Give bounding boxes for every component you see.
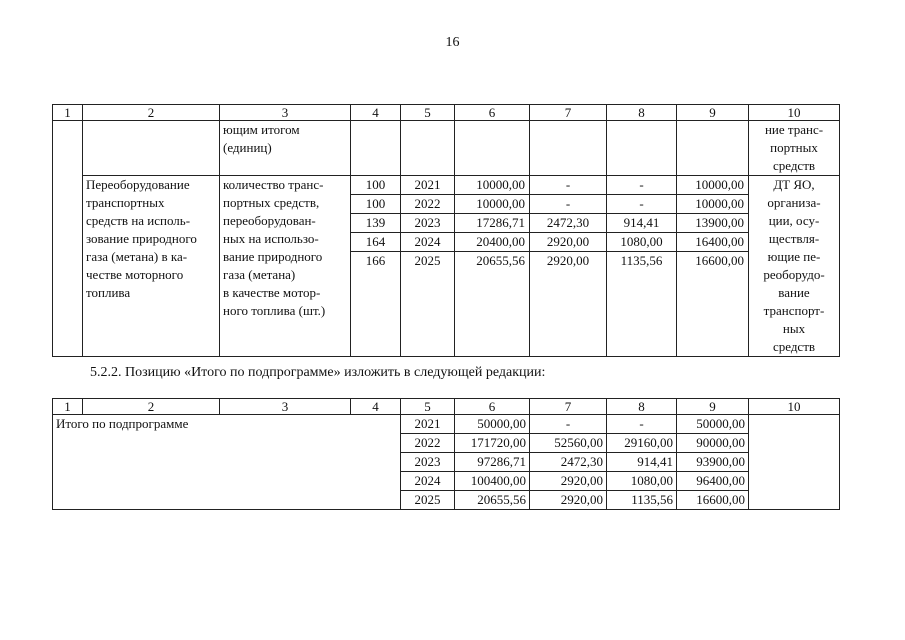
year: 2021	[401, 415, 455, 434]
header-cell: 10	[749, 105, 840, 121]
header-cell: 7	[530, 105, 607, 121]
funding-col7: - - 2472,30 2920,00 2920,00	[530, 176, 607, 357]
subprogram-total-table	[52, 398, 840, 510]
header-cell: 1	[53, 105, 83, 121]
header-cell: 1	[53, 399, 83, 415]
header-row	[53, 399, 840, 415]
header-cell: 5	[401, 399, 455, 415]
executor: ДТ ЯО, организа- ции, осу- ществля- ющие пе- реоборудо- вание транспорт- ных средств	[749, 176, 840, 357]
year: 2022	[401, 434, 455, 453]
header-cell: 5	[401, 105, 455, 121]
measures-table	[52, 104, 840, 357]
indicator-name: количество транс- портных средств, переоборудован- ных на использо- вание природного газа (метана) в качестве мотор- ного топлива (шт.)	[220, 176, 351, 357]
header-cell: 10	[749, 399, 840, 415]
header-row	[53, 105, 840, 121]
table-row: 2022 171720,00 52560,00 29160,00 90000,00	[53, 434, 840, 453]
year: 2024	[401, 472, 455, 491]
table-row: 2023 97286,71 2472,30 914,41 93900,00	[53, 453, 840, 472]
header-cell: 9	[677, 399, 749, 415]
item-row	[53, 176, 840, 357]
header-cell: 3	[220, 399, 351, 415]
header-cell: 8	[607, 399, 677, 415]
header-cell: 9	[677, 105, 749, 121]
table-row: Итого по подпрограмме 2021 50000,00 - - 50000,00	[53, 415, 840, 434]
header-cell: 8	[607, 105, 677, 121]
continued-indicator: ющим итогом (единиц)	[220, 121, 351, 176]
item-name: Переоборудование транспортных средств на исполь- зование природного газа (метана) в ка- честве моторного топлива	[83, 176, 220, 357]
header-cell: 2	[83, 399, 220, 415]
table-row: 2025 20655,56 2920,00 1135,56 16600,00	[53, 491, 840, 510]
page-number: 16	[445, 35, 460, 50]
header-cell: 3	[220, 105, 351, 121]
continuation-row	[53, 121, 840, 176]
funding-total: 10000,00 10000,00 17286,71 20400,00 20655,56	[455, 176, 530, 357]
header-cell: 4	[351, 105, 401, 121]
years: 2021 2022 2023 2024 2025	[401, 176, 455, 357]
year: 2025	[401, 491, 455, 510]
header-cell: 6	[455, 399, 530, 415]
header-cell: 7	[530, 399, 607, 415]
continued-executor: ние транс- портных средств	[749, 121, 840, 176]
funding-col8: - - 914,41 1080,00 1135,56	[607, 176, 677, 357]
header-cell: 4	[351, 399, 401, 415]
empty-executor-cell	[749, 415, 840, 510]
indicator-values: 100 100 139 164 166	[351, 176, 401, 357]
instruction-paragraph: 5.2.2. Позицию «Итого по подпрограмме» изложить в следующей редакции:	[90, 365, 546, 380]
year: 2023	[401, 453, 455, 472]
total-label: Итого по подпрограмме	[53, 415, 401, 510]
header-cell: 6	[455, 105, 530, 121]
funding-col9: 10000,00 10000,00 13900,00 16400,00 16600,00	[677, 176, 749, 357]
header-cell: 2	[83, 105, 220, 121]
row-number-cell	[53, 121, 83, 357]
table-row: 2024 100400,00 2920,00 1080,00 96400,00	[53, 472, 840, 491]
